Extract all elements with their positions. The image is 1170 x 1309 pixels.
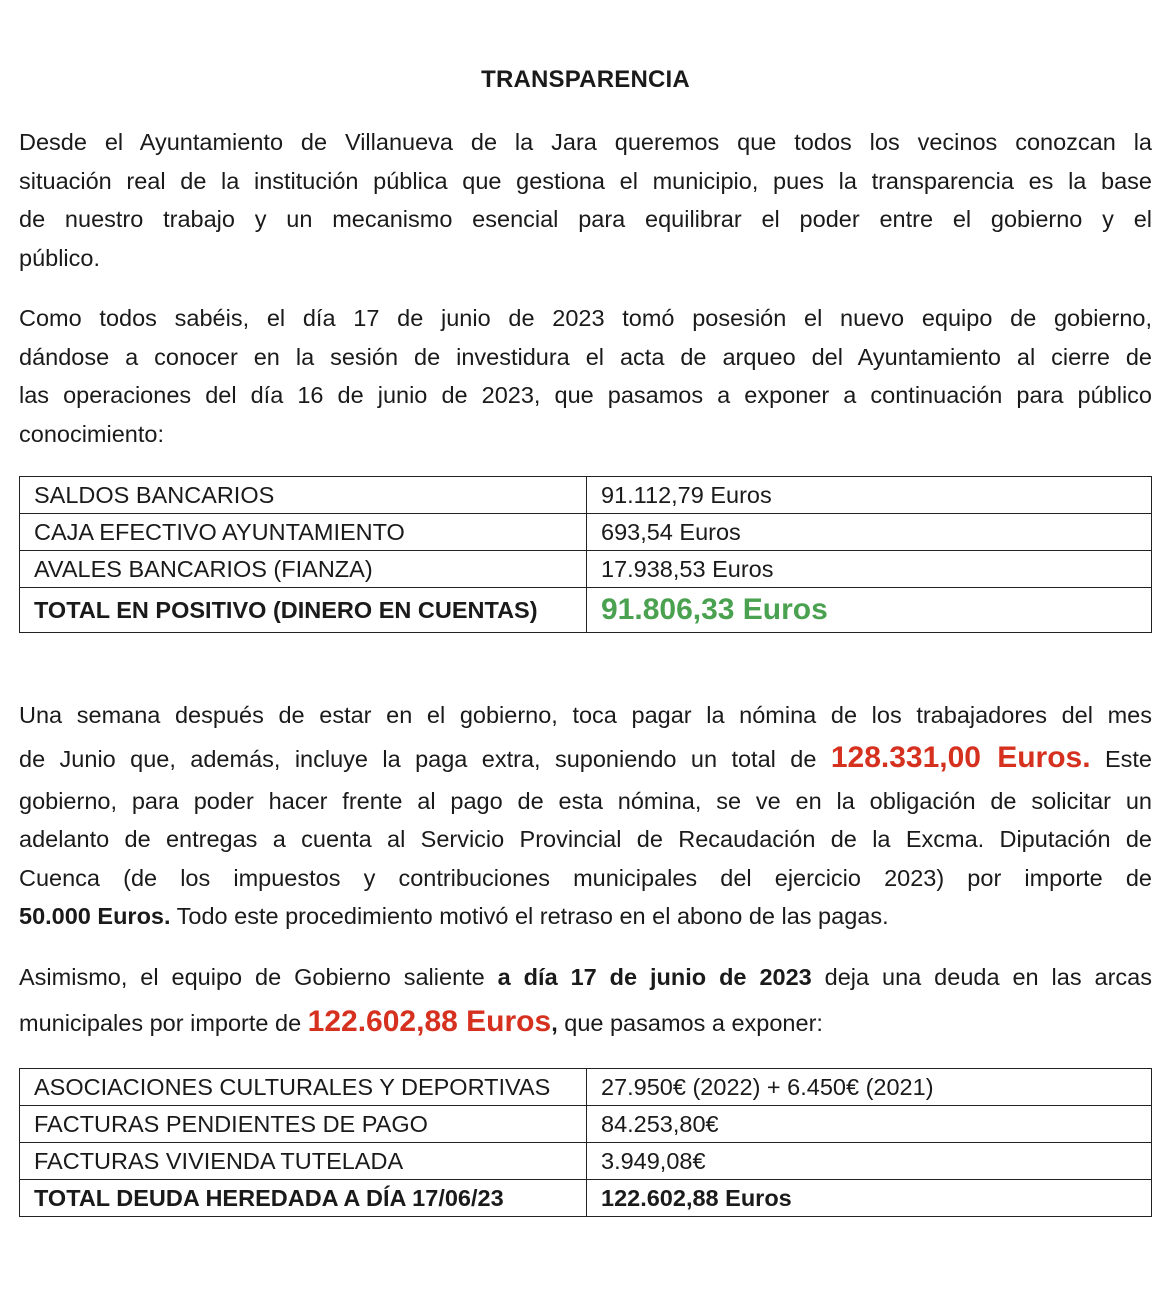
table-row (20, 1069, 1152, 1106)
text-run: , (551, 1009, 558, 1036)
text-line: situación real de la institución pública que gestiona el municipio, pues la transparencia es la base (19, 167, 1152, 194)
payroll-paragraph (19, 696, 1152, 936)
text-line (19, 897, 1152, 936)
table-row (20, 477, 1152, 514)
row-label: CAJA EFECTIVO AYUNTAMIENTO (20, 514, 587, 551)
arqueo-table (19, 476, 1152, 633)
total-row (20, 1180, 1152, 1217)
table-row (20, 1143, 1152, 1180)
positive-total-amount: 91.806,33 Euros (601, 593, 828, 626)
intro-paragraph (19, 123, 1152, 277)
text-line (19, 997, 1152, 1048)
text-line: Desde el Ayuntamiento de Villanueva de la Jara queremos que todos los vecinos conozcan la (19, 129, 1152, 155)
row-value: 84.253,80€ (587, 1106, 1152, 1143)
text-line: de nuestro trabajo y un mecanismo esencial para equilibrar el poder entre el gobierno y el (19, 206, 1152, 232)
date-highlight: a día 17 de junio de 2023 (497, 964, 812, 990)
row-value: 3.949,08€ (587, 1143, 1152, 1180)
total-row (20, 588, 1152, 633)
text-run: Este (1090, 745, 1152, 772)
table-row (20, 514, 1152, 551)
text-line: público. (19, 244, 100, 271)
row-label: FACTURAS PENDIENTES DE PAGO (20, 1106, 587, 1143)
text-line (19, 958, 1152, 997)
text-run: que pasamos a exponer: (557, 1009, 823, 1036)
text-line (19, 735, 1152, 782)
text-line: adelanto de entregas a cuenta al Servicio Provincial de Recaudación de la Excma. Diputación de (19, 826, 1152, 852)
row-value: 27.950€ (2022) + 6.450€ (2021) (587, 1069, 1152, 1106)
row-label: SALDOS BANCARIOS (20, 477, 587, 514)
row-label: AVALES BANCARIOS (FIANZA) (20, 551, 587, 588)
payroll-amount: 128.331,00 Euros. (830, 740, 1091, 774)
table-row (20, 551, 1152, 588)
table-row (20, 1106, 1152, 1143)
arqueo-paragraph (19, 299, 1152, 453)
advance-amount: 50.000 Euros. (19, 903, 171, 929)
total-label: TOTAL EN POSITIVO (DINERO EN CUENTAS) (20, 588, 587, 633)
text-line: dándose a conocer en la sesión de investidura el acta de arqueo del Ayuntamiento al cierre de (19, 343, 1152, 370)
text-line: gobierno, para poder hacer frente al pago de esta nómina, se ve en la obligación de solicitar un (19, 787, 1152, 814)
text-line: Como todos sabéis, el día 17 de junio de 2023 tomó posesión el nuevo equipo de gobierno, (19, 305, 1152, 331)
text-line: Cuenca (de los impuestos y contribuciones municipales del ejercicio 2023) por importe de (19, 864, 1152, 891)
row-label: ASOCIACIONES CULTURALES Y DEPORTIVAS (20, 1069, 587, 1106)
total-label: TOTAL DEUDA HEREDADA A DÍA 17/06/23 (20, 1180, 587, 1217)
text-line: conocimiento: (19, 420, 164, 447)
text-run: de Junio que, además, incluye la paga extra, suponiendo un total de (19, 745, 831, 772)
text-run: Asimismo, el equipo de Gobierno saliente (19, 964, 498, 990)
text-run: municipales por importe de (19, 1009, 308, 1036)
text-line: las operaciones del día 16 de junio de 2023, que pasamos a exponer a continuación para público (19, 382, 1152, 408)
row-value: 693,54 Euros (587, 514, 1152, 551)
text-line: Una semana después de estar en el gobierno, toca pagar la nómina de los trabajadores del mes (19, 702, 1152, 728)
total-value (587, 588, 1152, 633)
row-value: 91.112,79 Euros (587, 477, 1152, 514)
text-run: deja una deuda en las arcas (811, 964, 1152, 990)
debt-paragraph (19, 958, 1152, 1048)
debt-amount: 122.602,88 Euros (307, 1004, 552, 1038)
text-run: Todo este procedimiento motivó el retraso en el abono de las pagas. (170, 903, 889, 929)
document-title: TRANSPARENCIA (481, 66, 690, 93)
row-label: FACTURAS VIVIENDA TUTELADA (20, 1143, 587, 1180)
total-value: 122.602,88 Euros (587, 1180, 1152, 1217)
row-value: 17.938,53 Euros (587, 551, 1152, 588)
debt-table (19, 1068, 1152, 1217)
